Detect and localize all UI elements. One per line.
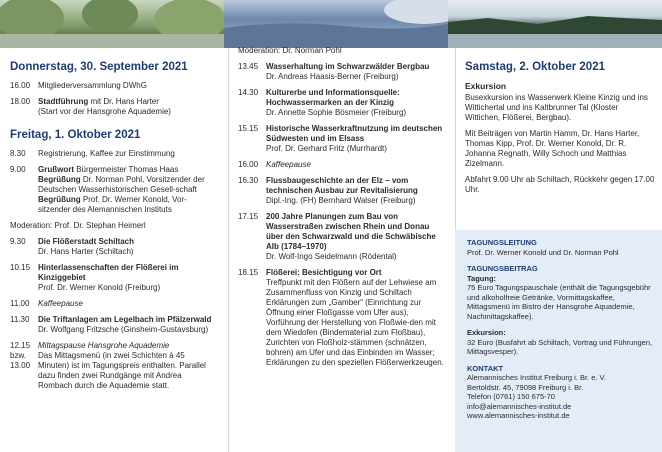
leitung-block [467, 238, 655, 257]
item-time: 9.30 [10, 237, 26, 246]
program-item [238, 212, 444, 262]
item-title: Grußwort [38, 165, 74, 174]
header-photo-park [0, 0, 224, 48]
item-rest: mit Dr. Hans Harter [88, 97, 159, 106]
item-break: Kaffeepause [38, 299, 83, 308]
moderation-line: Moderation: Prof. Dr. Stephan Heimerl [10, 221, 146, 230]
moderation-line: Moderation: Dr. Norman Pohl [238, 46, 342, 55]
item-time: 12.15 [10, 341, 31, 350]
item-title: Die Flößerstadt Schiltach [38, 237, 135, 246]
item-time: 18.00 [10, 97, 31, 106]
program-item [10, 263, 216, 293]
program-item [10, 149, 216, 159]
item-sub: Dr. Wolfgang Fritzsche (Ginsheim-Gustavsburg) [38, 325, 209, 334]
item-title: Begrüßung [38, 195, 81, 204]
item-title: Kulturerbe und Informationsquelle: Hochwassermarken an der Kinzig [266, 88, 400, 107]
item-title: Begrüßung [38, 175, 81, 184]
item-body [38, 341, 216, 391]
item-time: 16.30 [238, 176, 259, 185]
item-text: Registrierung, Kaffee zur Einstimmung [38, 149, 175, 158]
program-column-2 [238, 48, 444, 374]
river-photo-graphic [224, 0, 448, 48]
item-rest: Prof. Dr. Werner Konold, Vor-sitzender des Alemannischen Instituts [38, 195, 187, 214]
program-column-3 [465, 48, 655, 195]
info-content [467, 238, 655, 428]
program-item [238, 88, 444, 118]
program-item [10, 81, 216, 91]
item-body [266, 88, 444, 118]
kontakt-line: Bertoldstr. 45, 79098 Freiburg i. Br. [467, 382, 584, 392]
item-time: 11.30 [10, 315, 30, 324]
day-heading-thursday: Donnerstag, 30. September 2021 [10, 61, 188, 73]
kontakt-line: Telefon (0761) 150 675-70 [467, 392, 555, 401]
program-item [10, 165, 216, 215]
item-title: Stadtführung [38, 97, 89, 106]
leitung-text: Prof. Dr. Werner Konold und Dr. Norman Pohl [467, 247, 619, 257]
item-title: Flussbaugeschichte an der Elz – vom technischen Ausbau zur Revitalisierung [266, 176, 418, 195]
item-break: Kaffeepause [266, 160, 311, 169]
item-body [266, 268, 444, 368]
item-time-or: bzw. [10, 351, 27, 360]
header-photo-river [224, 0, 448, 48]
program-item [238, 176, 444, 206]
day-heading-friday: Freitag, 1. Oktober 2021 [10, 129, 141, 141]
item-break: Mittagspause Hansgrohe Aquademie [38, 341, 170, 350]
beitrag-title: TAGUNGSBEITRAG [467, 264, 538, 273]
header-photo-lake [448, 0, 662, 48]
lake-photo-graphic [448, 0, 662, 48]
exkursion-price-text: 32 Euro (Busfahrt ab Schiltach, Vortrag und Führungen, Mittagsvesper). [467, 337, 653, 356]
item-time: 16.00 [10, 81, 31, 90]
item-body [266, 124, 444, 154]
item-sub: Dr. Annette Sophie Bösmeier (Freiburg) [266, 108, 407, 117]
item-sub: (Start vor der Hansgrohe Aquademie) [38, 107, 171, 116]
item-rest: Das Mittagsmenü (in zwei Schichten à 45 Minuten) ist im Tagungspreis enthalten. Parallel dazu finden zwei Rundgänge mit Andrea Rombach durch die Aquademie statt. [38, 351, 206, 390]
exkursion-text: Busexkursion ins Wasserwerk Kleine Kinzig und ins Wittichertal und ins Kaltbrunner Tal (Kloster Wittichen, Flößerei, Bergbau). [465, 93, 648, 122]
item-title: Wasserhaltung im Schwarzwälder Bergbau [266, 62, 430, 71]
program-item [10, 299, 216, 309]
item-sub: Dr. Hans Harter (Schiltach) [38, 247, 134, 256]
item-time: 14.30 [238, 88, 259, 97]
item-body [38, 315, 216, 335]
item-body [38, 165, 216, 215]
leitung-title: TAGUNGSLEITUNG [467, 238, 537, 247]
item-body [266, 62, 444, 82]
program-item [10, 97, 216, 117]
program-item [238, 268, 444, 368]
item-time: 9.00 [10, 165, 26, 174]
item-rest: Bürgermeister Thomas Haas [74, 165, 179, 174]
item-sub: Dipl.-Ing. (FH) Bernhard Walser (Freiburg) [266, 196, 416, 205]
program-column-1 [10, 48, 216, 397]
item-body [38, 237, 216, 257]
item-body [266, 176, 444, 206]
program-item [238, 160, 444, 170]
kontakt-email[interactable]: info@alemannisches-institut.de [467, 401, 572, 411]
tagung-text: 75 Euro Tagungspauschale (enthält die Tagungsgebühr und alkoholfreie Getränke, Vormittagskaffee, Mittagsmenü im Bistro der Hansgrohe Aquademie, Nachmittagskaffee). [467, 283, 651, 321]
program-item [10, 315, 216, 335]
item-body [38, 97, 216, 117]
item-time: 11.00 [10, 299, 30, 308]
exkursion-title: Exkursion [465, 81, 507, 91]
kontakt-website[interactable]: www.alemannisches-institut.de [467, 411, 570, 420]
item-rest: Dr. Norman Pohl, Vorsitzender der Deutschen Wasserhistorischen Gesell-schaft [38, 175, 205, 194]
item-sub: Dr. Andreas Haasis-Berner (Freiburg) [266, 72, 399, 81]
day-heading-saturday: Samstag, 2. Oktober 2021 [465, 61, 605, 73]
park-photo-graphic [0, 0, 224, 48]
item-time: 13.45 [238, 62, 259, 71]
item-sub: Prof. Dr. Gerhard Fritz (Murrhardt) [266, 144, 387, 153]
item-title: Flößerei: Besichtigung vor Ort [266, 268, 382, 277]
exkursion-label: Exkursion: [467, 328, 506, 337]
info-box [455, 230, 662, 452]
item-time: 17.15 [238, 212, 259, 221]
item-title: 200 Jahre Planungen zum Bau von Wasserstraßen zwischen Rhein und Donau über den Schwarzwald und die Schwäbische Alb (1784–1970) [266, 212, 436, 251]
tagung-label: Tagung: [467, 273, 497, 283]
item-time: 8.30 [10, 149, 26, 158]
contributors-text: Mit Beiträgen von Martin Hamm, Dr. Hans Harter, Thomas Kipp, Prof. Dr. Werner Konold, Dr. R. Johanna Regnath, Willy Schoch und Matthias Zizelmann. [465, 129, 640, 168]
item-time: 18.15 [238, 268, 259, 277]
item-time: 10.15 [10, 263, 31, 272]
item-text: Mitgliederversammlung DWhG [38, 81, 147, 90]
item-time: 15.15 [238, 124, 259, 133]
program-item [10, 341, 216, 391]
item-time: 16.00 [238, 160, 259, 169]
item-body [38, 263, 216, 293]
program-item [238, 62, 444, 82]
column-divider [228, 48, 229, 452]
beitrag-block [467, 264, 655, 357]
program-item [10, 237, 216, 257]
kontakt-line: Alemannisches Institut Freiburg i. Br. e. V. [467, 373, 606, 382]
kontakt-block [467, 364, 655, 421]
item-time: 13.00 [10, 361, 31, 370]
item-sub: Dr. Wolf-Ingo Seidelmann (Rödental) [266, 252, 397, 261]
program-item [238, 124, 444, 154]
item-title: Die Triftanlagen am Legelbach im Pfälzerwald [38, 315, 212, 324]
item-body [266, 212, 444, 262]
item-sub: Prof. Dr. Werner Konold (Freiburg) [38, 283, 161, 292]
departure-text: Abfahrt 9.00 Uhr ab Schiltach, Rückkehr gegen 17.00 Uhr. [465, 175, 655, 194]
item-title: Hinterlassenschaften der Flößerei im Kinziggebiet [38, 263, 179, 282]
item-time-group [10, 341, 38, 391]
item-rest: Treffpunkt mit den Flößern auf der Lehwiese am Zusammenfluss von Kinzig und Schiltach Erklärungen zum „Gamber“ (Einrichtung zur Öffnung einer Floßgasse vom Ufer aus), Vorführung der Herstellung von Floßwie-den mit dem Wiedofen (Bindematerial zum Floßbau), Zurichten von Floßholz-stämmen (schnätzen, bohren) am Ufer und das Einbinden im Wasser; Erklärungen zu den speziellen Flößerwerkzeugen. [266, 278, 444, 367]
kontakt-title: KONTAKT [467, 363, 504, 373]
item-title: Historische Wasserkraftnutzung im deutschen Südwesten und im Elsass [266, 124, 443, 143]
